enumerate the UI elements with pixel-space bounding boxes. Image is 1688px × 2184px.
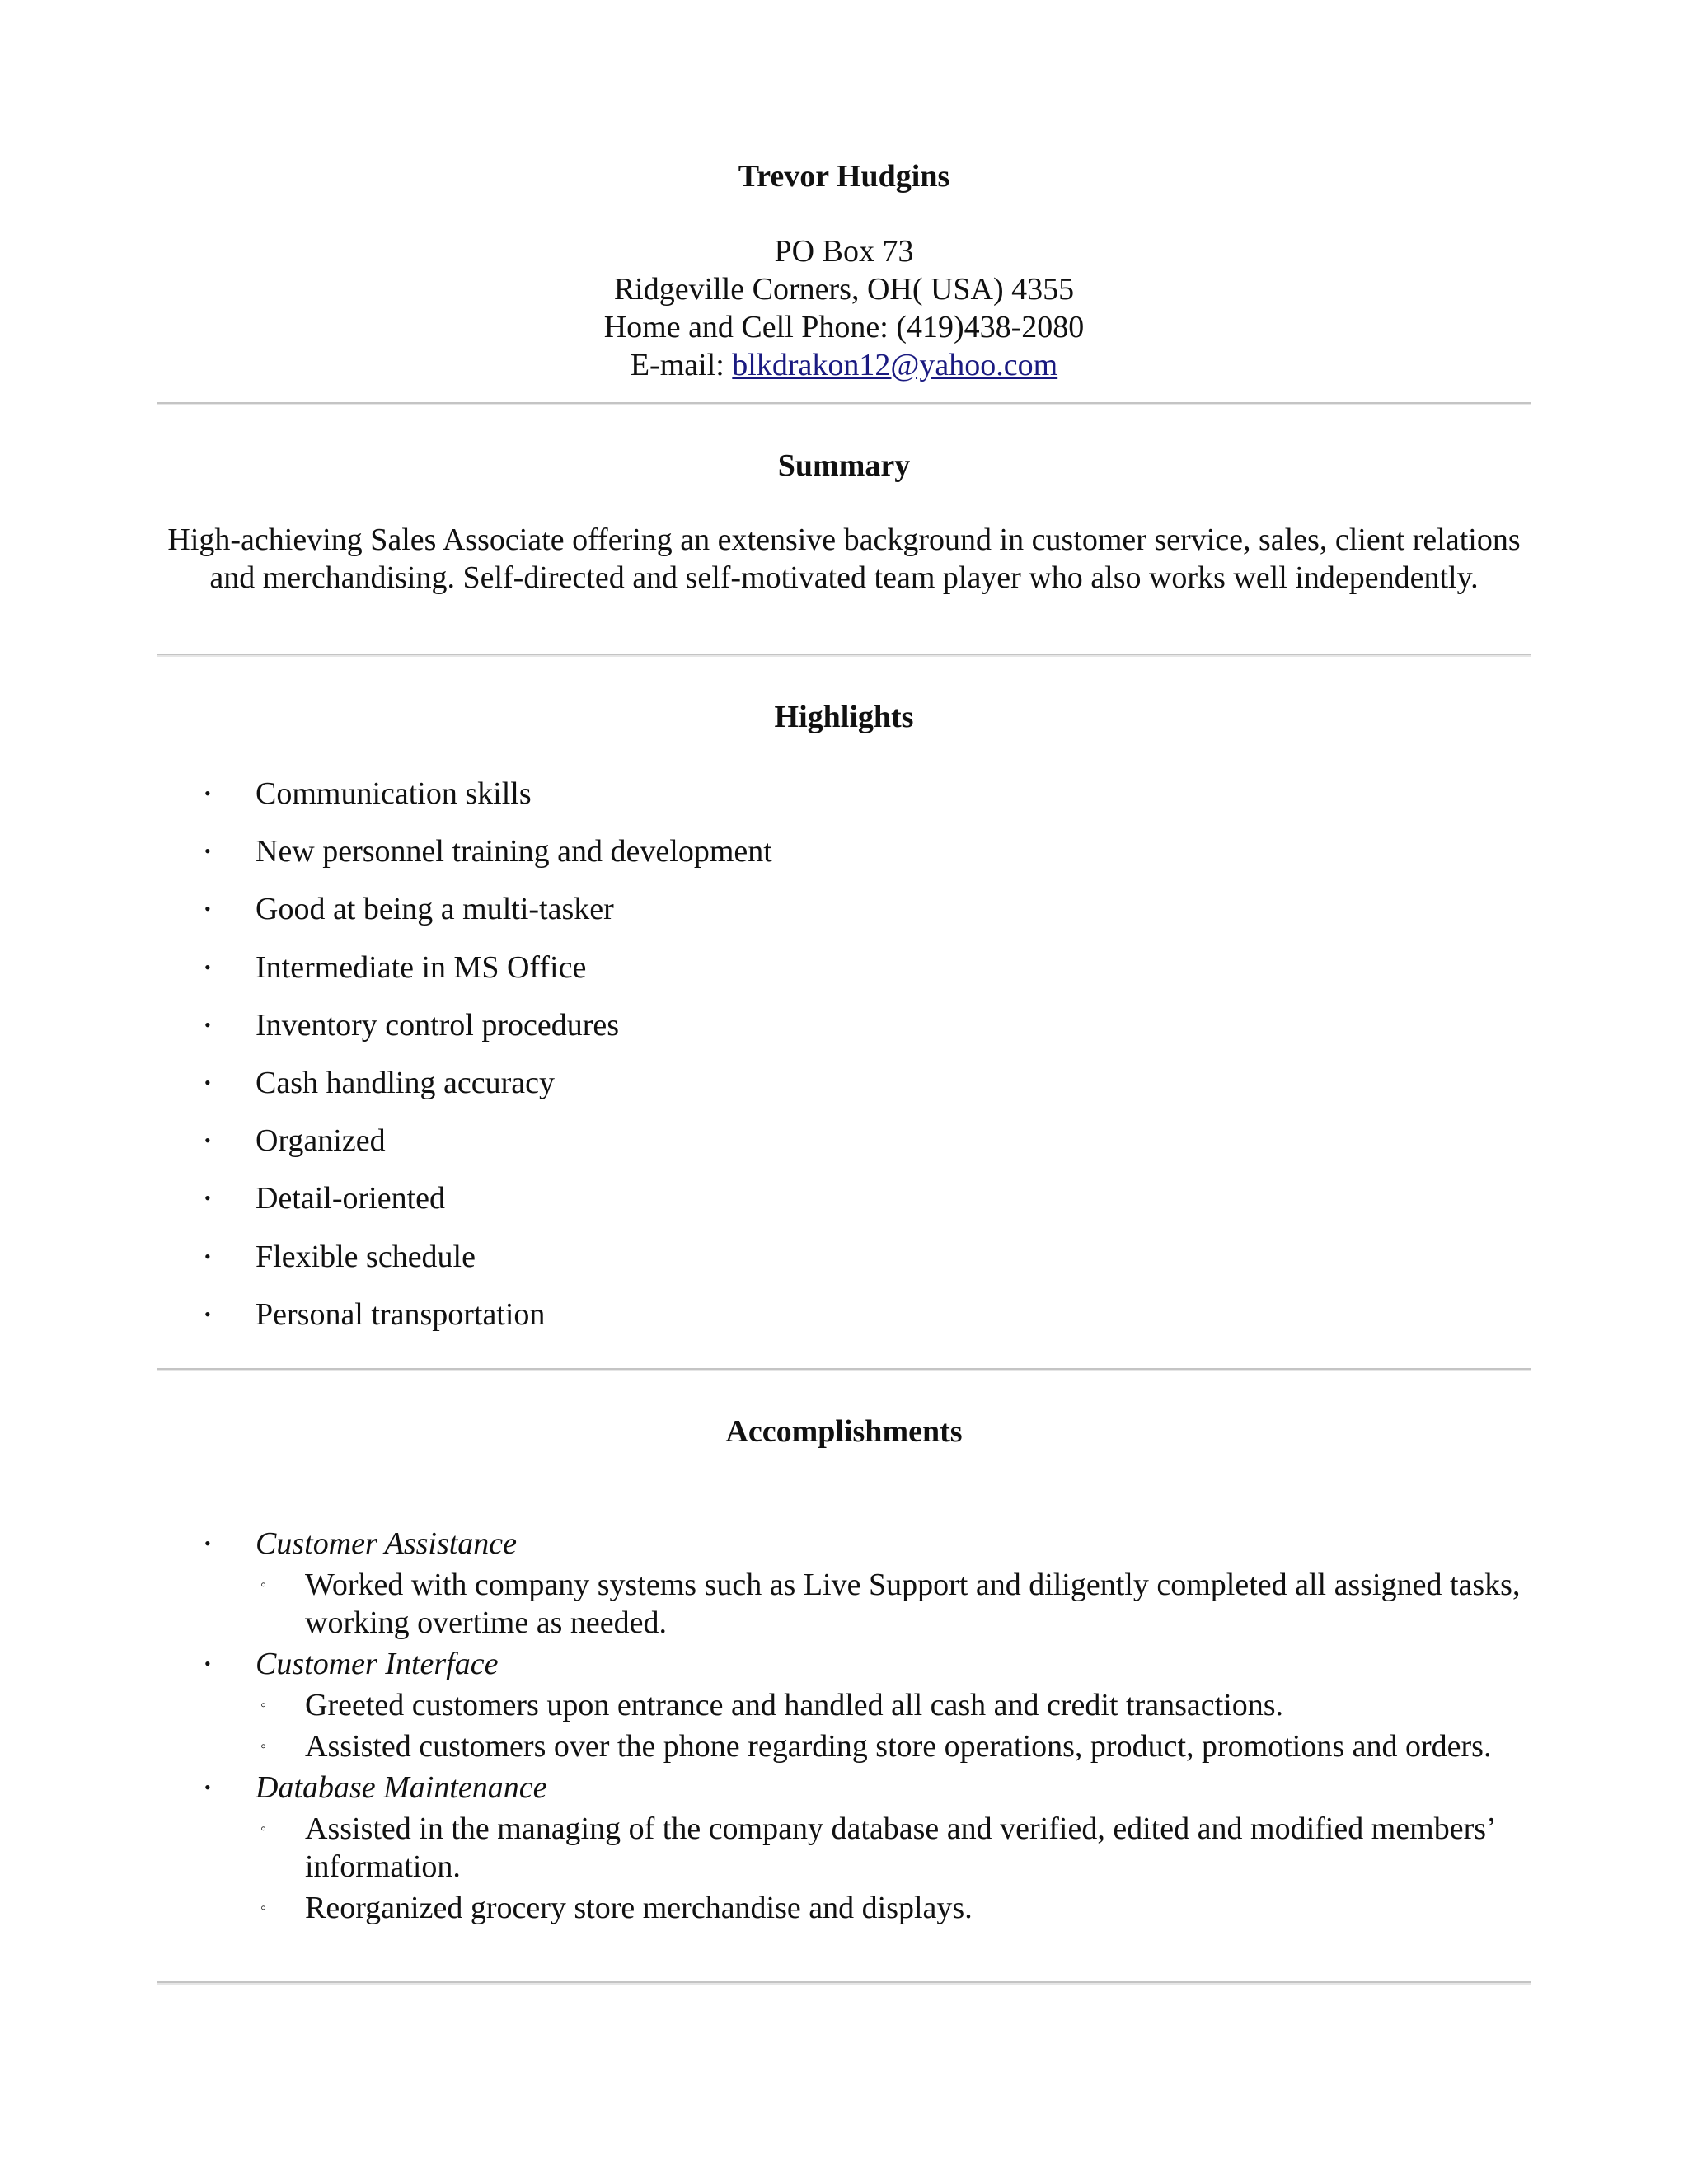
list-item [0, 775, 1688, 832]
bullet-icon: • [204, 956, 211, 977]
sub-bullet-icon: ◦ [260, 1696, 267, 1714]
bullet-icon: • [204, 1130, 211, 1151]
email-label: E-mail: [630, 348, 733, 382]
accomplishment-sublist [0, 1566, 1688, 1642]
accomplishment-group [0, 1525, 1688, 1642]
bullet-icon: • [204, 1245, 211, 1267]
bullet-icon: • [204, 1071, 211, 1093]
sub-bullet-icon: ◦ [260, 1576, 267, 1594]
highlights-heading: Highlights [774, 700, 914, 734]
bullet-icon: • [204, 898, 211, 920]
list-item [0, 949, 1688, 1006]
list-item [0, 1006, 1688, 1064]
accomplishment-text: Worked with company systems such as Live Support and diligently completed all assigned tasks, working overtime as needed. [305, 1568, 1521, 1640]
bullet-icon: • [204, 1188, 211, 1209]
bullet-icon: • [204, 1777, 211, 1797]
list-item [0, 1566, 1688, 1642]
accomplishment-text: Assisted in the managing of the company database and verified, edited and modified members’ information. [305, 1811, 1494, 1884]
sub-bullet-icon: ◦ [260, 1899, 267, 1917]
divider [157, 654, 1531, 657]
list-item [0, 1064, 1688, 1122]
accomplishment-title: Customer Assistance [256, 1526, 518, 1561]
list-item [0, 1727, 1688, 1765]
sub-bullet-icon: ◦ [260, 1820, 267, 1838]
list-item [0, 1686, 1688, 1724]
accomplishment-title: Customer Interface [256, 1647, 499, 1681]
highlight-text: Intermediate in MS Office [256, 949, 587, 985]
highlight-text: Flexible schedule [256, 1239, 476, 1274]
highlight-text: Detail-oriented [256, 1181, 446, 1216]
list-item [0, 1889, 1688, 1927]
accomplishment-group [0, 1645, 1688, 1765]
email-link[interactable]: blkdrakon12@yahoo.com [732, 348, 1058, 382]
highlight-text: Communication skills [256, 776, 532, 811]
list-item [0, 1296, 1688, 1353]
bullet-icon: • [204, 841, 211, 862]
email-line [157, 346, 1531, 384]
sub-bullet-icon: ◦ [260, 1737, 267, 1755]
accomplishment-text: Greeted customers upon entrance and handled all cash and credit transactions. [305, 1688, 1284, 1722]
highlights-list [0, 775, 1688, 1353]
phone-line: Home and Cell Phone: (419)438-2080 [603, 310, 1085, 344]
bullet-icon: • [204, 1014, 211, 1035]
divider [157, 1981, 1531, 1985]
bullet-icon: • [204, 783, 211, 804]
summary-heading: Summary [777, 448, 911, 483]
bullet-icon: • [204, 1533, 211, 1554]
accomplishments-heading: Accomplishments [725, 1414, 963, 1449]
candidate-name: Trevor Hudgins [738, 159, 950, 194]
highlight-text: Cash handling accuracy [256, 1065, 555, 1100]
address-line-1: PO Box 73 [774, 234, 914, 269]
list-item [0, 1122, 1688, 1179]
accomplishment-text: Reorganized grocery store merchandise and displays. [305, 1891, 973, 1925]
list-item [0, 1810, 1688, 1886]
highlight-text: Inventory control procedures [256, 1007, 620, 1043]
accomplishment-text: Assisted customers over the phone regarding store operations, product, promotions and orders. [305, 1729, 1492, 1764]
list-item [0, 890, 1688, 948]
highlight-text: Organized [256, 1123, 386, 1159]
accomplishment-title: Database Maintenance [256, 1770, 547, 1805]
bullet-icon: • [204, 1303, 211, 1324]
summary-text: High-achieving Sales Associate offering an extensive background in customer service, sales, client relations and merchandising. Self-directed and self-motivated team player who also works well independently. [167, 523, 1521, 595]
list-item [0, 1238, 1688, 1296]
bullet-icon: • [204, 1653, 211, 1674]
highlight-text: Personal transportation [256, 1296, 546, 1332]
address-line-2: Ridgeville Corners, OH( USA) 4355 [613, 272, 1075, 307]
accomplishments-list [0, 1525, 1688, 1930]
list-item [0, 1179, 1688, 1237]
highlight-text: Good at being a multi-tasker [256, 892, 614, 927]
divider [157, 402, 1531, 405]
divider [157, 1368, 1531, 1371]
accomplishment-group [0, 1769, 1688, 1927]
contact-block [157, 232, 1531, 384]
accomplishment-sublist [0, 1810, 1688, 1927]
accomplishment-sublist [0, 1686, 1688, 1765]
list-item [0, 832, 1688, 890]
highlight-text: New personnel training and development [256, 834, 772, 869]
